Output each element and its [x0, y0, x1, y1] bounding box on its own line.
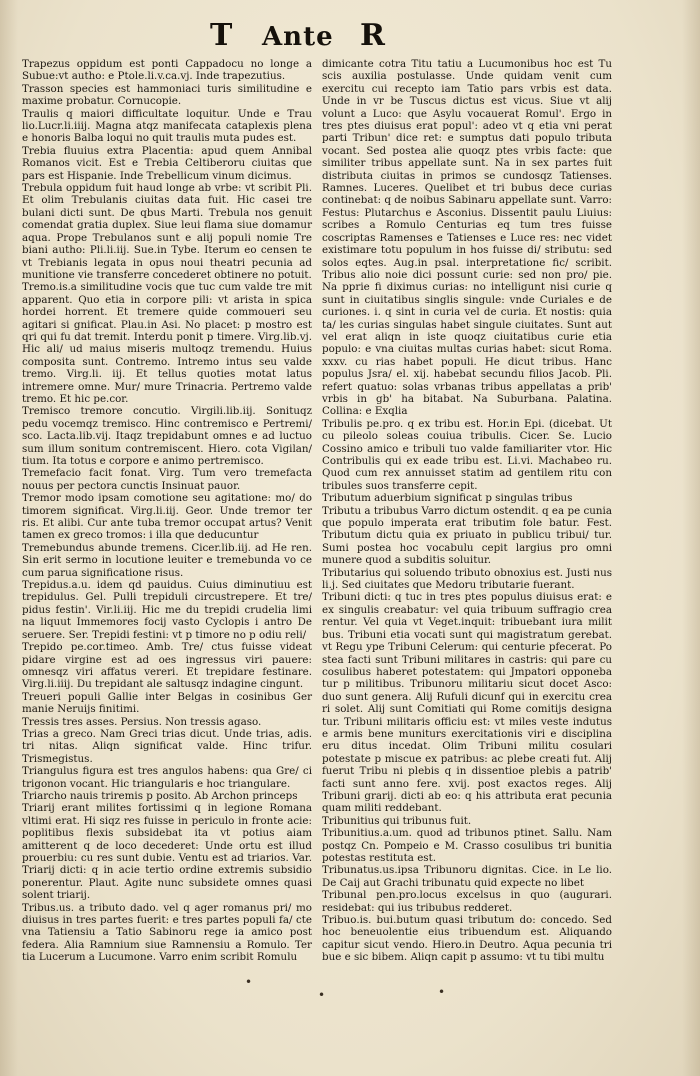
dictionary-entry: Tremor modo ipsam comotione seu agitatione: mo/ do timorem significat. Virg.li.iij. Geor. Unde tremor ter ris. Et alibi. Cur ante tuba tremor occupat artus? Venit tamen ex greco tromos: i illa que deducuntur	[22, 492, 312, 542]
dictionary-entry: dimicante cotra Titu tatiu a Lucumonibus hoc est Tu scis auxilia postulasse. Unde quidam venit cum exercitu cui recepto iam Tatio pars vrbis est data. Unde in vr be Tuscus dictus est vicus. Siue vt alij volunt a Luco: que Asylu vocauerat Romul'. Ergo in tres ptes diuisus erat popul': adeo vt q etia vni perat parti Tribun' dice ret: e sumptus dati populo tributa vocant. Sed postea alie quoqz ptes vrbis facte: que similiter tribus appellate sunt. Na in sex partes fuit distributa ciuitas in primos se cundosqz Tatienses. Ramnes. Luceres. Quelibet et tri bubus dece curias continebat: q de noibus Sabinaru appellate sunt. Varro: Festus: Plutarchus e Asconius. Dissentit paulu Liuius: scribes a Romulo Centurias eq tum tres fuisse coscriptas Ramenses e Tatienses e Luce res: nec videt existimare totu populum in hos fuisse di/ stributu: sed solos eqtes. Aug.in psal. interpretatione fic/ scribit. Tribus alio noie dici possunt curie: sed non pro/ pie. Na pprie fi diximus curias: no intelligunt nisi curie q sunt in ciuitatibus singlis singule: vnde Curiales e de curiones. i. q sint in curia vel de curia. Et nostis: quia ta/ les curias singulas habet singule ciuitates. Sunt aut vel erat aliqn in iste quoqz ciuitatibus curie etia populo: e vna ciuitas multas curias habet: sicut Roma. xxxv. cu rias habet populi. He dicut tribus. Hanc populus Jsra/ el. xij. habebat secundu filios Jacob. Pli. refert quatuo: solas vrbanas tribus appellatas a prib' vrbis in gb' ha bitabat. Na Suburbana. Palatina. Collina: e Exqlia	[322, 58, 612, 418]
page-edge-shadow-left	[0, 0, 18, 1076]
dictionary-entry: Tribuo.is. bui.butum quasi tributum do: concedo. Sed hoc beneuolentie eius tribuendum est. Aliquando capitur sicut vendo. Hiero.in Deutro. Aqua pecunia tri bue e sic bibem. Aliqn capit p assumo: vt tu tibi multu	[322, 914, 612, 964]
dictionary-entry: Trias a greco. Nam Greci trias dicut. Unde trias, adis. tri nitas. Aliqn significat valde. Hinc trifur. Trismegistus.	[22, 727, 312, 765]
dictionary-entry: Trepidus.a.u. idem qd pauidus. Cuius diminutiuu est trepidulus. Gel. Pulli trepiduli circustrepere. Et tre/ pidus festin'. Vir.li.iij. Hic me du trepidi crudelia limi na liquut Immemores focij vasto Cyclopis i antro De seruere. Ser. Trepidi festini: vt p timore no p odiu reli/	[22, 579, 312, 641]
dictionary-entry: Tributarius qui soluendo tributo obnoxius est. Justi nus li.j. Sed ciuitates que Medoru tributarie fuerant.	[322, 566, 612, 592]
dictionary-entry: Tribunitius qui tribunus fuit.	[322, 814, 472, 827]
dictionary-entry: Tribuni dicti: q tuc in tres ptes populus diuisus erat: e ex singulis creabatur: vel quia tribuum suffragio crea rentur. Vel quia vt Veget.inquit: tribuebant iura milit bus. Tribuni etia vocati sunt qui magistratum gerebat. vt Regu ype Tribuni Celerum: qui centurie pfecerat. Po stea facti sunt Tribuni militares in castris: qui pare cu cosulibus haberet potestatem: qui Jmpatori opponeba tur p militibus. Tribunoru militariu sicut docet Asco: duo sunt genera. Alij Rufuli dicunf qui in exercitu crea ri solet. Alij sunt Comitiati qui Rome comitijs designa tur. Tribuni militaris officiu est: vt miles veste indutus e armis bene muniturs exercitationis viri e disciplina eru ditus incedat. Olim Tribuni militu cosulari potestate p miscue ex patribus: ac plebe creati fut. Alij fuerut Tribu ni plebis q in dissentioe plebis a patrib' facti sunt anno fere. xvij. post exactos reges. Alij Tribuni grarij. dicti ab eo: q his attributa erat pecunia quam militi reddebant.	[322, 591, 612, 815]
running-head-right-letter: R	[360, 18, 385, 53]
dictionary-entry: Traulis q maiori difficultate loquitur. Unde e Trau lio.Lucr.li.iiij. Magna atqz manifecata cataplexis plena e honoris Balba loqui no quit traulis muta pudes est.	[22, 107, 312, 145]
dictionary-entry: Tributum aduerbium significat p singulas tribus	[322, 492, 573, 505]
margin-dot-mark: •	[438, 985, 446, 999]
dictionary-entry: Tremisco tremore concutio. Virgili.lib.iij. Sonituqz pedu vocemqz tremisco. Hinc contremisco e Pertremi/ sco. Lacta.lib.vij. Itaqz trepidabunt omnes e ad luctuo sum illum sonitum contremiscent. Hiero. cota Vigilan/ tium. Ita totus e corpore e animo pertremisco.	[22, 405, 312, 467]
running-head-word: Ante	[262, 22, 334, 52]
running-head	[0, 18, 700, 58]
dictionary-entry: Tressis tres asses. Persius. Non tressis agaso.	[22, 715, 262, 728]
dictionary-entry: Triarcho nauis triremis p posito. Ab Archon princeps	[22, 789, 298, 802]
dictionary-entry: Triangulus figura est tres angulos habens: qua Gre/ ci trigonon vocant. Hic triangularis e hoc triangulare.	[22, 765, 312, 790]
dictionary-entry: Trepido pe.cor.timeo. Amb. Tre/ ctus fuisse videat pidare virgine est ad oes ingressus viri pauere: omnesqz viri affatus vereri. Et trepidare festinare. Virg.li.iiij. Du trepidant ale saltusqz indagine cingunt.	[22, 641, 312, 691]
dictionary-entry: Tribunal pen.pro.locus excelsus in quo (augurari. residebat: qui ius tribubus redderet.	[322, 889, 612, 914]
dictionary-entry: Trebula oppidum fuit haud longe ab vrbe: vt scribit Pli. Et olim Trebulanis ciuitas data fuit. Hic casei tre bulani dicti sunt. De qbus Marti. Trebula nos genuit comendat gratia duplex. Siue leui flama siue domamur aqua. Prope Trebulanos sunt e alij populi nomie Tre biani autho: Pli.li.iij. Sue.in Tybe. Iterum eo censen te vt Trebianis legata in opus noui theatri pecunia ad munitione vie transferre concederet obtinere no potuit.	[22, 182, 312, 281]
left-text-column	[22, 58, 312, 964]
page-edge-shadow-right	[682, 0, 700, 1076]
dictionary-entry: Tribunitius.a.um. quod ad tribunos ptinet. Sallu. Nam postqz Cn. Pompeio e M. Crasso cosulibus tri bunitia potestas restituta est.	[322, 827, 612, 864]
dictionary-entry: Trapezus oppidum est ponti Cappadocu no longe a Subue:vt autho: e Ptole.li.v.ca.vj. Inde trapezutius.	[22, 58, 312, 83]
dictionary-entry: Tribunatus.us.ipsa Tribunoru dignitas. Cice. in Le lio. De Caij aut Grachi tribunatu quid expecte no libet	[322, 864, 612, 889]
dictionary-entry: Tremo.is.a similitudine vocis que tuc cum valde tre mit apparent. Quo etia in corpore pili: vt arista in spica hordei horrent. Et tremere quide commoueri seu agitari si gnificat. Plau.in Asi. No placet: p mostro est qri qui fu dat tremit. Interdu ponit p timere. Virg.lib.vj. Hic ali/ ud maius miseris multoqz tremendu. Huius composita sunt. Contremo. Intremo intus seu valde tremo. Virg.li. iij. Et tellus quoties motat latus intremere omne. Mur/ mure Trinacria. Pertremo valde tremo. Et hic pe.cor.	[22, 281, 312, 405]
dictionary-entry: Trebia fluuius extra Placentia: apud quem Annibal Romanos vicit. Est e Trebia Celtiberoru ciuitas que pars est Hispanie. Inde Trebellicum vinum dicimus.	[22, 144, 312, 182]
dictionary-entry: Tremefacio facit fonat. Virg. Tum vero tremefacta nouus per pectora cunctis Insinuat pauor.	[22, 467, 312, 492]
dictionary-entry: Treueri populi Gallie inter Belgas in cosinibus Ger manie Neruijs finitimi.	[22, 690, 312, 716]
dictionary-entry: Tribulis pe.pro. q ex tribu est. Hor.in Epi. (dicebat. Ut cu pileolo soleas couiua tribulis. Cicer. Se. Lucio Cossino amico e tribuli tuo valde familiariter vtor. Hic Contribulis qui ex eade tribu est. Li.vi. Machabeo ru. Quod cum rex annuisset statim ad gentilem ritu con tribules suos transferre cepit.	[322, 417, 612, 492]
margin-dot-mark: •	[245, 975, 253, 989]
dictionary-entry: Triarij erant milites fortissimi q in legione Romana vltimi erat. Hi siqz res fuisse in periculo in fronte acie: poplitibus flexis subsidebat ita vt potius aiam amitterent q de loco decederet: Unde ortu est illud prouerbiu: cu res sunt dubie. Ventu est ad triarios. Var. Triarij dicti: q in acie tertio ordine extremis subsidio ponerentur. Plaut. Agite nunc subsidete omnes quasi solent triarij.	[22, 802, 312, 902]
dictionary-entry: Tribus.us. a tributo dado. vel q ager romanus pri/ mo diuisus in tres partes fuerit: e tres partes populi fa/ cte vna Tatiensiu a Tatio Sabinoru rege ia amico post federa. Alia Ramnium siue Ramnensiu a Romulo. Ter tia Lucerum a Lucumone. Varro enim scribit Romulu	[22, 901, 312, 964]
dictionary-entry: Tremebundus abunde tremens. Cicer.lib.iij. ad He ren. Sin erit sermo in locutione leuiter e tremebunda vo ce cum parua significatione risus.	[22, 541, 312, 579]
running-head-left-letter: T	[210, 18, 233, 53]
right-text-column	[322, 58, 612, 964]
dictionary-entry: Tributu a tribubus Varro dictum ostendit. q ea pe cunia que populo imperata erat tributim fole batur. Fest. Tributum dictu quia ex priuato in publicu tribui/ tur. Sumi postea hoc vocabulu cepit largius pro omni munere quod a subditis soluitur.	[322, 504, 612, 567]
margin-dot-mark: •	[318, 988, 326, 1002]
dictionary-entry: Trasson species est hammoniaci turis similitudine e maxime probatur. Cornucopie.	[22, 82, 312, 108]
